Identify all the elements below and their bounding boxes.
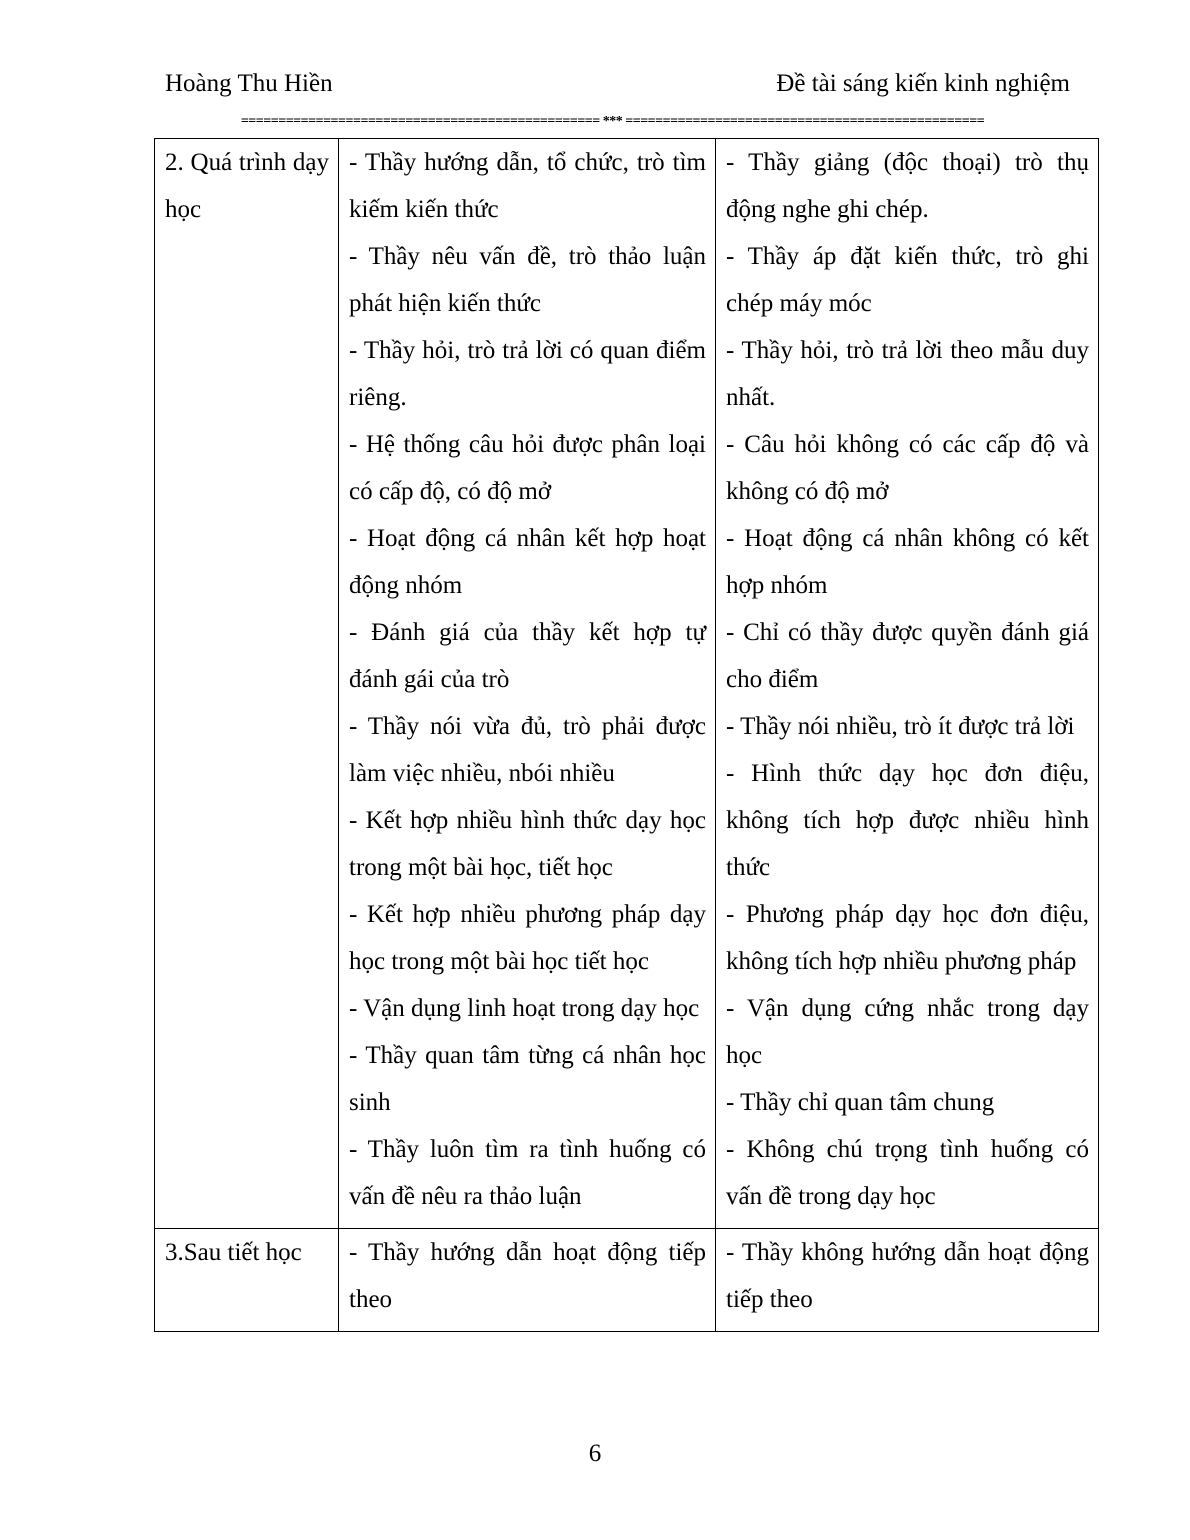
list-item: - Thầy hướng dẫn, tổ chức, trò tìm kiếm kiến thức xyxy=(349,149,706,223)
list-item: - Hoạt động cá nhân không có kết hợp nhóm xyxy=(726,525,1089,599)
list-item: - Thầy không hướng dẫn hoạt động tiếp theo xyxy=(726,1239,1089,1313)
list-item: - Thầy hỏi, trò trả lời theo mẫu duy nhất. xyxy=(726,337,1089,411)
list-item: - Thầy luôn tìm ra tình huống có vấn đề nêu ra thảo luận xyxy=(349,1136,706,1210)
list-item: - Chỉ có thầy được quyền đánh giá cho điểm xyxy=(726,619,1089,693)
list-item: - Thầy nêu vấn đề, trò thảo luận phát hiện kiến thức xyxy=(349,243,706,317)
list-item: - Vận dụng cứng nhắc trong dạy học xyxy=(726,995,1089,1069)
traditional-method-cell xyxy=(716,1229,1099,1332)
page-number: 6 xyxy=(588,1440,602,1467)
list-item: - Thầy quan tâm từng cá nhân học sinh xyxy=(349,1042,706,1116)
list-item: - Vận dụng linh hoạt trong dạy học xyxy=(349,995,700,1022)
table-body xyxy=(155,139,1099,1332)
list-item: - Câu hỏi không có các cấp độ và không có độ mở xyxy=(726,431,1089,505)
list-item: - Kết hợp nhiều hình thức dạy học trong một bài học, tiết học xyxy=(349,807,706,881)
list-item: - Thầy áp đặt kiến thức, trò ghi chép máy móc xyxy=(726,243,1089,317)
row-label-cell xyxy=(155,1229,339,1332)
header-rule: ================================================ *** ================================================ xyxy=(240,114,985,129)
list-item: - Thầy giảng (độc thoại) trò thụ động nghe ghi chép. xyxy=(726,149,1089,223)
list-item: - Thầy nói nhiều, trò ít được trả lời xyxy=(726,713,1075,740)
table-row xyxy=(155,1229,1099,1332)
active-method-cell xyxy=(339,1229,716,1332)
list-item: - Hệ thống câu hỏi được phân loại có cấp độ, có độ mở xyxy=(349,431,706,505)
traditional-method-cell xyxy=(716,139,1099,1229)
table-row xyxy=(155,139,1099,1229)
list-item: - Hình thức dạy học đơn điệu, không tích hợp được nhiều hình thức xyxy=(726,760,1089,881)
row-label: 3.Sau tiết học xyxy=(165,1239,302,1266)
list-item: - Thầy hỏi, trò trả lời có quan điểm riêng. xyxy=(349,337,706,411)
header-title: Đề tài sáng kiến kinh nghiệm xyxy=(776,70,1070,97)
list-item: - Không chú trọng tình huống có vấn đề trong dạy học xyxy=(726,1136,1089,1210)
list-item: - Thầy hướng dẫn hoạt động tiếp theo xyxy=(349,1239,706,1313)
list-item: - Phương pháp dạy học đơn điệu, không tích hợp nhiều phương pháp xyxy=(726,901,1089,975)
list-item: - Đánh giá của thầy kết hợp tự đánh gái của trò xyxy=(349,619,706,693)
row-label: 2. Quá trình dạy học xyxy=(165,149,329,223)
list-item: - Hoạt động cá nhân kết hợp hoạt động nhóm xyxy=(349,525,706,599)
list-item: - Kết hợp nhiều phương pháp dạy học trong một bài học tiết học xyxy=(349,901,706,975)
header-author: Hoàng Thu Hiền xyxy=(165,70,333,97)
list-item: - Thầy chỉ quan tâm chung xyxy=(726,1089,995,1116)
row-label-cell xyxy=(155,139,339,1229)
comparison-table xyxy=(154,138,1099,1332)
active-method-cell xyxy=(339,139,716,1229)
page-header xyxy=(165,70,1070,106)
list-item: - Thầy nói vừa đủ, trò phải được làm việc nhiều, nbói nhiều xyxy=(349,713,706,787)
